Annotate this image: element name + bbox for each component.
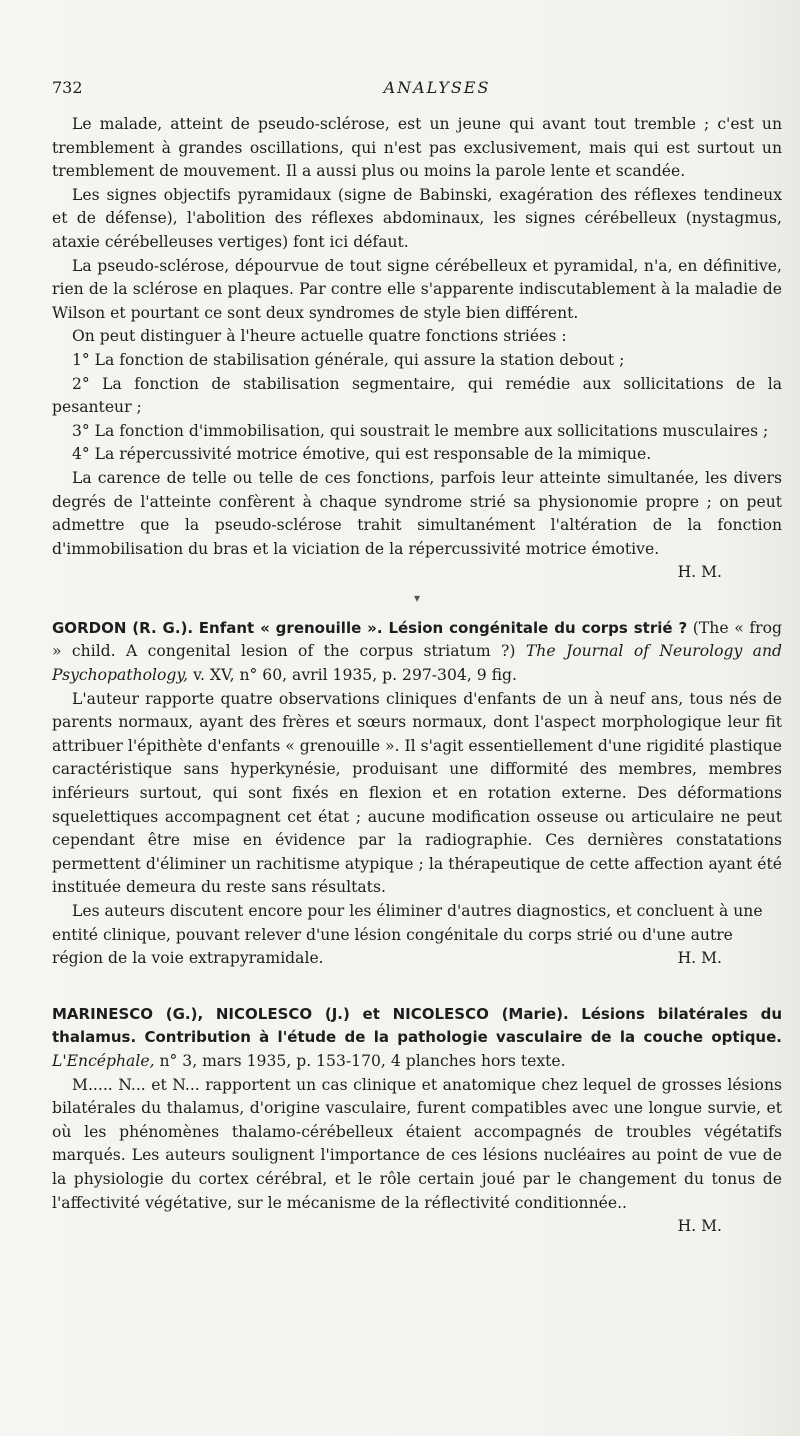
reference [52,1003,782,1074]
reference-authors: MARINESCO (G.), NICOLESCO (J.) et NICOLESCO (Marie). [52,1004,569,1023]
review-gordon [52,617,782,971]
reference-title: Lésions bilatérales du thalamus. Contribution à l'étude de la pathologie vasculaire de la couche optique. [52,1004,783,1047]
reference-citation: n° 3, mars 1935, p. 153-170, 4 planches hors texte. [159,1051,566,1070]
paragraph: Le malade, atteint de pseudo-sclérose, est un jeune qui avant tout tremble ; c'est un tremblement à grandes oscillations, qui n'est pas exclusivement, mais qui est surtout un tremblement de mouvement. Il a aussi plus ou moins la parole lente et scandée. [52,115,782,181]
reference-journal: L'Encéphale, [52,1051,155,1070]
reference [52,617,782,688]
paragraph: Les auteurs discutent encore pour les éliminer d'autres diagnostics, et concluent à une entité clinique, pouvant relever d'une lésion congénitale du corps strié ou d'une autre région de la voie extrapyramidale. [52,902,763,968]
section-continued-analysis [52,113,782,585]
review-marinesco [52,1003,782,1239]
separator-mark [52,971,782,997]
list-item: 3° La fonction d'immobilisation, qui soustrait le membre aux sollicitations musculaires ; [72,421,769,440]
paragraph-with-signature [52,900,782,971]
running-title: ANALYSES [383,78,491,97]
paragraph: L'auteur rapporte quatre observations cliniques d'enfants de un à neuf ans, tous nés de parents normaux, ayant des frères et sœurs normaux, dont l'aspect morphologique leur fit attribuer l'épithète d'enfants « grenouille ». Il s'agit essentiellement d'une rigidité plastique caractéristique sans hyperkynésie, produisant une difformité des membres, membres inférieurs surtout, qui sont fixés en flexion et en rotation externe. Des déformations squelettiques accompagnent cet état ; aucune modification osseuse ou articulaire ne peut cependant être mise en évidence par la radiographie. Ces dernières constatations permettent d'éliminer un rachitisme atypique ; la thérapeutique de cette affection ayant été instituée demeura du reste sans résultats. [52,689,783,897]
signature: H. M. [677,949,722,968]
reference-title: Enfant « grenouille ». Lésion congénitale du corps strié ? [198,618,688,637]
page-content [52,113,782,1239]
paragraph: On peut distinguer à l'heure actuelle quatre fonctions striées : [72,327,567,346]
page-number: 732 [52,78,83,97]
reference-journal: The Journal of Neurology and Psychopathology, [52,642,783,685]
list-item: 4° La répercussivité motrice émotive, qui est responsable de la mimique. [72,445,652,464]
paragraph: Les signes objectifs pyramidaux (signe de Babinski, exagération des réflexes tendineux et de défense), l'abolition des réflexes abdominaux, les signes cérébelleux (nystagmus, ataxie cérébelleuses vertiges) font ici défaut. [52,185,782,251]
list-item: 1° La fonction de stabilisation générale, qui assure la station debout ; [72,350,625,369]
reference-citation: v. XV, n° 60, avril 1935, p. 297-304, 9 fig. [193,666,517,685]
page-header [52,78,752,100]
paragraph: La pseudo-sclérose, dépourvue de tout signe cérébelleux et pyramidal, n'a, en définitive, rien de la sclérose en plaques. Par contre elle s'apparente indiscutablement à la maladie de Wilson et pourtant ce sont deux syndromes de style bien différent. [52,256,782,322]
reference-original-title: (The « frog » child. A congenital lesion of the corpus striatum ?) [52,618,782,661]
signature: H. M. [677,563,722,582]
signature: H. M. [677,1217,722,1236]
paragraph: La carence de telle ou telle de ces fonctions, parfois leur atteinte simultanée, les divers degrés de l'atteinte confèrent à chaque syndrome strié sa physionomie propre ; on peut admettre que la pseudo-sclérose trahit simultanément l'altération de la fonction d'immobilisation du bras et la viciation de la répercussivité motrice émotive. [52,468,782,558]
reference-authors: GORDON (R. G.). [52,618,194,637]
list-item: 2° La fonction de stabilisation segmentaire, qui remédie aux sollicitations de la pesanteur ; [52,374,782,417]
paragraph: M..... N... et N... rapportent un cas clinique et anatomique chez lequel de grosses lésions bilatérales du thalamus, d'origine vasculaire, furent compatibles avec une longue survie, et où les phénomènes thalamo-cérébelleux étaient accompagnés de troubles végétatifs marqués. Les auteurs soulignent l'importance de ces lésions nucléaires au point de vue de la physiologie du cortex cérébral, et le rôle certain joué par le changement du tonus de l'affectivité végétative, sur le mécanisme de la réflectivité conditionnée.. [52,1075,782,1212]
separator-mark: ▾ [413,590,421,605]
